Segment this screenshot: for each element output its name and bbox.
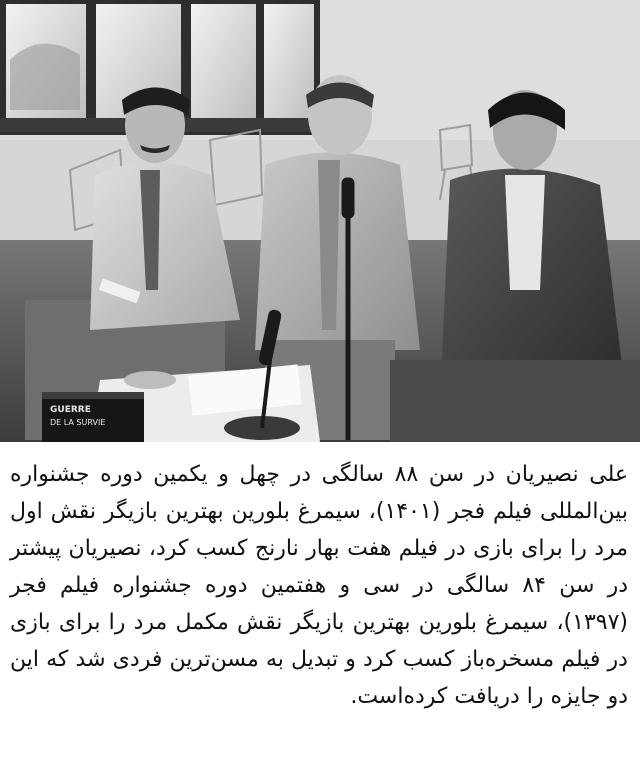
caption-line-5: هفتمین دوره جشنواره فیلم فجر (۱۳۹۷)، سیمرغ بلورین — [10, 573, 628, 635]
book — [42, 392, 144, 442]
caption-line-8: دریافت کرده‌است. — [350, 684, 520, 709]
book-title-line-1: GUERRE — [50, 405, 91, 415]
caption-line-2: جشنواره بین‌المللی فیلم فجر (۱۴۰۱)، سیمرغ بلورین بهترین — [10, 462, 629, 524]
caption-line-1: علی نصیریان در سن ۸۸ سالگی در چهل و یکمین دوره — [89, 462, 628, 487]
caption-paragraph — [10, 456, 628, 715]
caption-line-3: بازیگر نقش اول مرد را برای بازی در فیلم هفت بهار نارنج — [10, 499, 628, 561]
book-title-line-2: DE LA SURVIE — [50, 418, 106, 427]
caption-line-7: کسب کرد و تبدیل به مسن‌ترین فردی شد که این دو جایزه را — [10, 647, 628, 709]
caption-line-6: بهترین بازیگر نقش مکمل مرد را برای بازی در فیلم مسخره‌باز — [10, 610, 628, 672]
caption-line-4: کسب کرد، نصیریان پیشتر در سن ۸۴ سالگی در سی و — [10, 536, 628, 598]
